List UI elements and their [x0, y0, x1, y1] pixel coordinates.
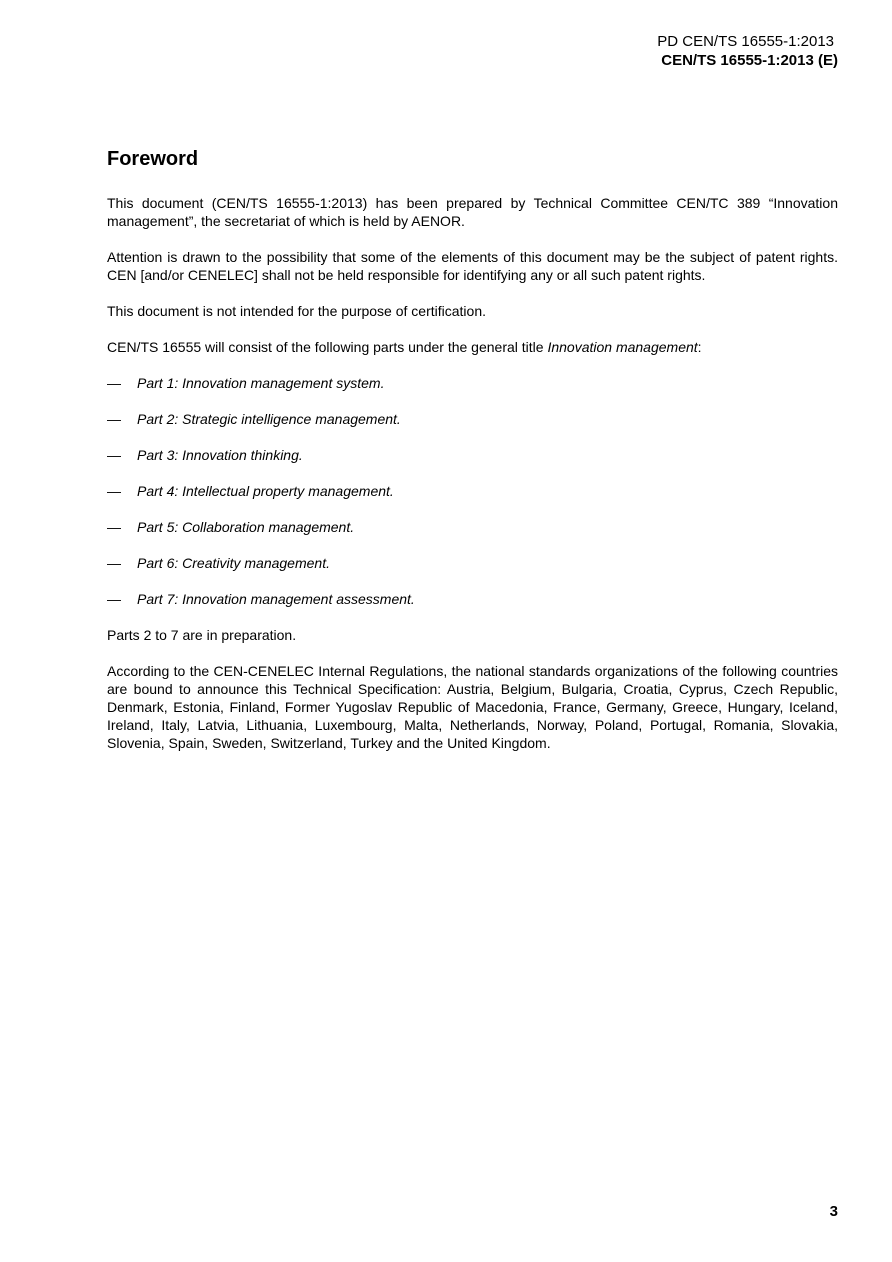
dash-marker: —	[107, 375, 121, 391]
part-2-title: Part 2: Strategic intelligence management.	[137, 411, 401, 427]
dash-marker: —	[107, 483, 121, 499]
dash-marker: —	[107, 447, 121, 463]
paragraph-countries: According to the CEN-CENELEC Internal Regulations, the national standards organizations of the following countries are bound to announce this Technical Specification: Austria, Belgium, Bulgaria, Croatia, Cyprus, Czech Republic, Denmark, Estonia, Finland, Former Yugoslav Republic of Macedonia, France, Germany, Greece, Hungary, Iceland, Ireland, Italy, Latvia, Lithuania, Luxembourg, Malta, Netherlands, Norway, Poland, Portugal, Romania, Slovakia, Slovenia, Spain, Sweden, Switzerland, Turkey and the United Kingdom.	[107, 663, 838, 751]
paragraph-committee: This document (CEN/TS 16555-1:2013) has been prepared by Technical Committee CEN/TC 389 “Innovation management”, the secretariat of which is held by AENOR.	[107, 195, 838, 229]
dash-marker: —	[107, 555, 121, 571]
part-7-title: Part 7: Innovation management assessment.	[137, 591, 415, 607]
part-3-title: Part 3: Innovation thinking.	[137, 447, 303, 463]
dash-marker: —	[107, 411, 121, 427]
part-1-title: Part 1: Innovation management system.	[137, 375, 385, 391]
paragraph-patent: Attention is drawn to the possibility that some of the elements of this document may be the subject of patent rights. CEN [and/or CENELEC] shall not be held responsible for identifying any or all such patent rights.	[107, 249, 838, 283]
dash-marker: —	[107, 519, 121, 535]
paragraph-certification: This document is not intended for the purpose of certification.	[107, 303, 486, 319]
parts-intro-colon: :	[697, 339, 702, 355]
dash-marker: —	[107, 591, 121, 607]
part-4-title: Part 4: Intellectual property management.	[137, 483, 394, 499]
document-id-header: PD CEN/TS 16555-1:2013	[657, 33, 834, 50]
paragraph-preparation: Parts 2 to 7 are in preparation.	[107, 627, 297, 643]
parts-intro-text: CEN/TS 16555 will consist of the following parts under the general title	[107, 339, 548, 355]
paragraph-parts-intro	[107, 338, 838, 356]
page-number: 3	[829, 1203, 838, 1220]
document-id-subheader: CEN/TS 16555-1:2013 (E)	[661, 52, 838, 69]
part-5-title: Part 5: Collaboration management.	[137, 519, 355, 535]
page-title: Foreword	[107, 148, 199, 170]
part-6-title: Part 6: Creativity management.	[137, 555, 330, 571]
general-title: Innovation management	[547, 339, 698, 355]
